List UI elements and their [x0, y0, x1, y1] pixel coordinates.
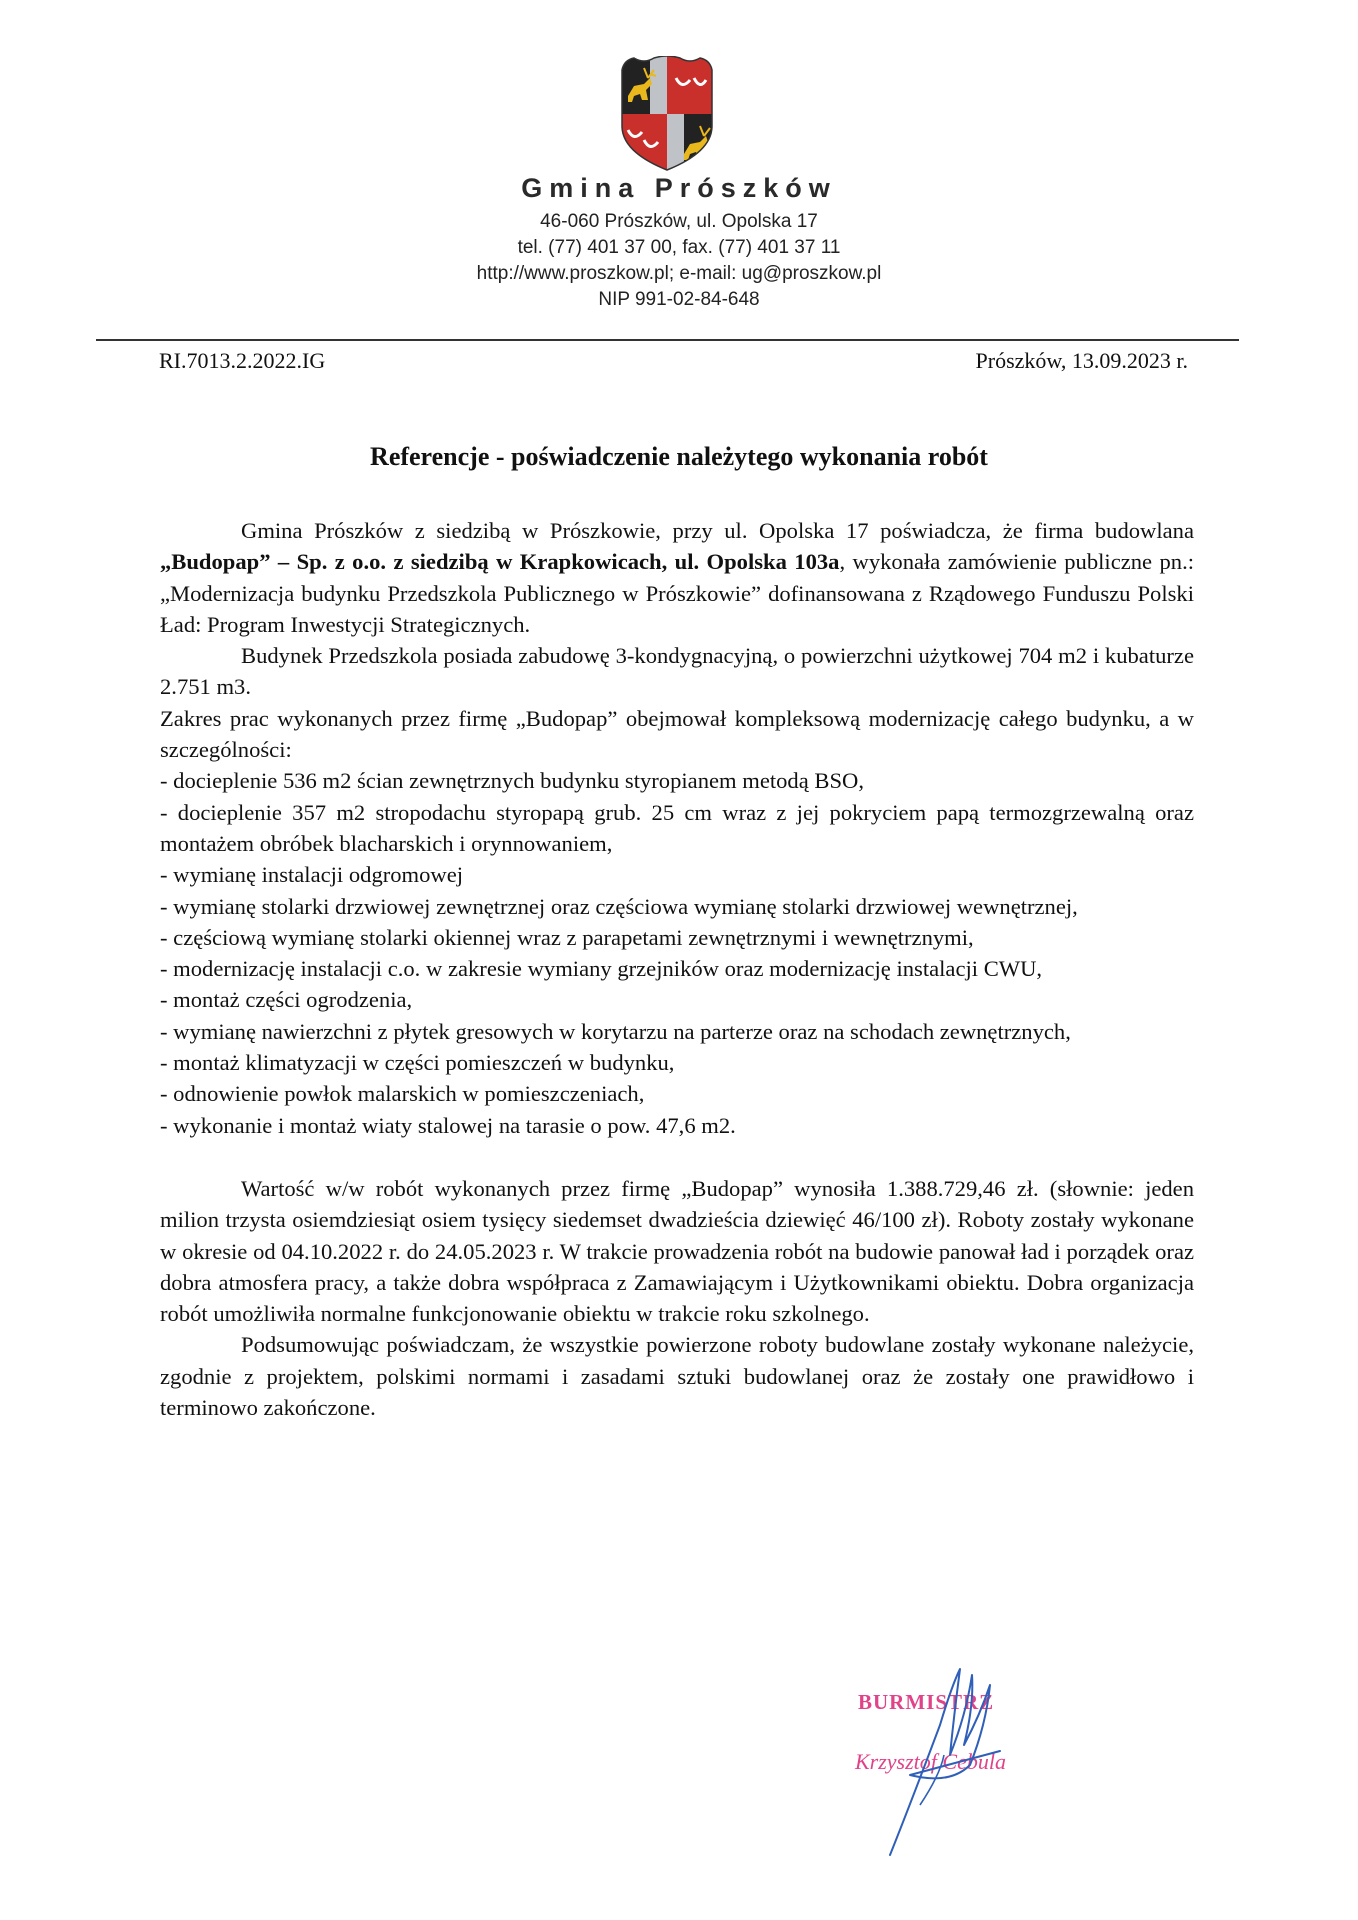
- reference-number: RI.7013.2.2022.IG: [159, 348, 326, 373]
- stamp-name: Krzysztof Cebula: [855, 1749, 1006, 1774]
- list-item: - docieplenie 357 m2 stropodachu styropapą grub. 25 cm wraz z jej pokryciem papą termozgrzewalną oraz montażem obróbek blacharskich i orynnowaniem,: [160, 799, 1194, 856]
- paragraph-summary: Podsumowując poświadczam, że wszystkie powierzone roboty budowlane zostały wykonane należycie, zgodnie z projektem, polskimi normami i zasadami sztuki budowlanej oraz że zostały one prawidłowo i terminowo zakończone.: [160, 1332, 1194, 1421]
- list-item: - wykonanie i montaż wiaty stalowej na tarasie o pow. 47,6 m2.: [160, 1112, 736, 1138]
- contractor-name: „Budopap” – Sp. z o.o. z siedzibą w Krapkowicach, ul. Opolska 103a: [160, 549, 840, 575]
- place-date: Prószków, 13.09.2023 r.: [975, 348, 1188, 373]
- coat-of-arms-icon: [614, 56, 720, 172]
- list-item: - modernizację instalacji c.o. w zakresie wymiany grzejników oraz modernizację instalacji CWU,: [160, 956, 1043, 982]
- paragraph-scope: Zakres prac wykonanych przez firmę „Budopap” obejmował kompleksową modernizację całego budynku, a w szczególności:: [160, 705, 1194, 763]
- institution-phone: tel. (77) 401 37 00, fax. (77) 401 37 11: [517, 237, 841, 258]
- list-item: - montaż części ogrodzenia,: [160, 987, 413, 1013]
- document-title: Referencje - poświadczenie należytego wykonania robót: [370, 442, 988, 471]
- paragraph-value: Wartość w/w robót wykonanych przez firmę „Budopap” wynosiła 1.388.729,46 zł. (słownie: jeden milion trzysta osiemdziesiąt osiem tysięcy siedemset dwadzieścia dziewięć 46/100 zł). Roboty zostały wykonane w okresie od 04.10.2022 r. do 24.05.2023 r. W trakcie prowadzenia robót na budowie panował ład i porządek oraz dobra atmosfera pracy, a także dobra współpraca z Zamawiającym i Użytkownikami obiektu. Dobra organizacja robót umożliwiła normalne funkcjonowanie obiektu w trakcie roku szkolnego.: [160, 1175, 1194, 1327]
- institution-name: Gmina Prószków: [521, 173, 837, 203]
- paragraph-gap: [160, 1141, 1194, 1173]
- intro-text: Gmina Prószków z siedzibą w Prószkowie, przy ul. Opolska 17 poświadcza, że firma budowlana: [241, 518, 1194, 543]
- list-item: - wymianę stolarki drzwiowej zewnętrznej oraz częściowa wymianę stolarki drzwiowej wewnętrznej,: [160, 893, 1078, 919]
- handwritten-signature: [880, 1655, 1020, 1865]
- institution-address: 46-060 Prószków, ul. Opolska 17: [540, 211, 818, 232]
- paragraph-building: Budynek Przedszkola posiada zabudowę 3-kondygnacyjną, o powierzchni użytkowej 704 m2 i kubaturze 2.751 m3.: [160, 643, 1194, 700]
- stamp-title: BURMISTRZ: [858, 1690, 995, 1714]
- list-item: - odnowienie powłok malarskich w pomieszczeniach,: [160, 1081, 645, 1107]
- list-item: - docieplenie 536 m2 ścian zewnętrznych budynku styropianem metodą BSO,: [160, 768, 864, 794]
- list-item: - wymianę nawierzchni z płytek gresowych w korytarzu na parterze oraz na schodach zewnętrznych,: [160, 1018, 1071, 1044]
- paragraph-intro: [160, 515, 1194, 640]
- institution-nip: NIP 991-02-84-648: [598, 289, 760, 310]
- intro-text-end: , wykonała zamówienie publiczne pn.: „Modernizacja budynku Przedszkola Publicznego w Prószkowie” dofinansowana z Rządowego Funduszu Polski Ład: Program Inwestycji Strategicznych.: [160, 549, 1194, 637]
- institution-web: http://www.proszkow.pl; e-mail: ug@proszkow.pl: [476, 263, 882, 284]
- header-divider: [96, 339, 1239, 341]
- list-item: - montaż klimatyzacji w części pomieszczeń w budynku,: [160, 1050, 675, 1076]
- document-body: [160, 515, 1194, 1423]
- list-item: - częściową wymianę stolarki okiennej wraz z parapetami zewnętrznymi i wewnętrznymi,: [160, 924, 974, 950]
- list-item: - wymianę instalacji odgromowej: [160, 862, 464, 888]
